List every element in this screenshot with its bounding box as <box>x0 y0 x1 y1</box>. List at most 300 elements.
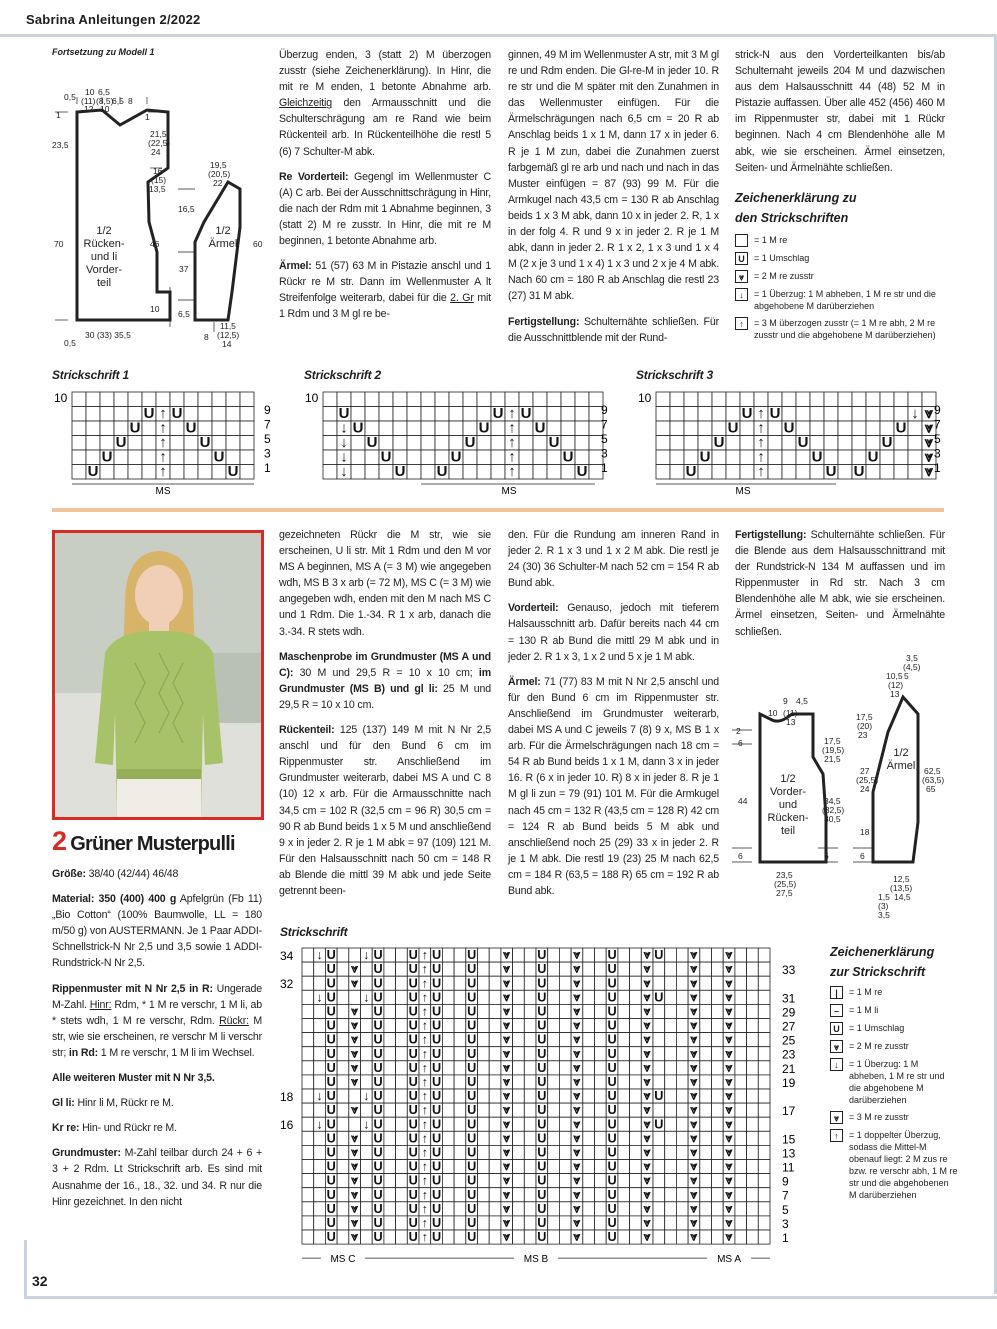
grid-cell <box>302 948 314 962</box>
grid-cell <box>712 407 726 422</box>
strickschrift-1-grid <box>52 388 282 496</box>
stitch-symbol: U <box>431 1074 442 1089</box>
stitch-symbol: ↑ <box>159 404 167 422</box>
stitch-symbol: U <box>607 1187 617 1202</box>
stitch-symbol: ⩔ <box>351 1060 359 1075</box>
stitch-symbol: ↓ <box>363 1117 370 1132</box>
grid-cell <box>665 1216 677 1230</box>
row-label: 5 <box>264 432 271 446</box>
grid-cell <box>768 450 782 465</box>
grid-cell <box>700 1131 712 1145</box>
grid-cell <box>454 1047 466 1061</box>
stitch-symbol: ⩔ <box>725 1230 733 1245</box>
stitch-symbol: U <box>408 1074 418 1089</box>
model2-col1-para <box>52 1095 262 1111</box>
grid-cell <box>559 1103 571 1117</box>
grid-cell <box>384 962 396 976</box>
stitch-symbol: ↑ <box>508 419 516 437</box>
stitch-symbol: ↑ <box>421 1173 429 1188</box>
stitch-symbol: ⩔ <box>573 1032 581 1047</box>
row-label: 32 <box>280 977 294 992</box>
grid-cell <box>735 1202 747 1216</box>
grid-cell <box>559 1202 571 1216</box>
grid-cell <box>524 1160 536 1174</box>
grid-cell <box>712 1089 724 1103</box>
row-label: 16 <box>280 1118 294 1133</box>
stitch-symbol: ⩔ <box>643 1103 651 1118</box>
grid-cell <box>449 421 463 436</box>
grid-cell <box>700 1188 712 1202</box>
grid-cell <box>665 1188 677 1202</box>
text-run: 51 (57) 63 M in Pistazie anschl und 1 Rückr re M str. Dann im Wellenmuster A lt Streifenfolge weiterarb, dabei für die <box>279 260 491 305</box>
grid-cell <box>349 990 361 1004</box>
grid-cell <box>630 1117 642 1131</box>
grid-cell <box>548 1089 560 1103</box>
stitch-symbol: ⩔ <box>503 1004 511 1019</box>
grid-cell <box>653 976 665 990</box>
grid-cell <box>548 1061 560 1075</box>
row-label: 27 <box>782 1019 796 1034</box>
grid-cell <box>86 436 100 451</box>
grid-cell <box>735 1004 747 1018</box>
stitch-symbol: U <box>185 419 197 437</box>
grid-cell <box>735 1131 747 1145</box>
grid-cell <box>548 1188 560 1202</box>
stitch-symbol: ⩔ <box>690 948 698 963</box>
grid-cell <box>838 392 852 407</box>
grid-cell <box>396 1004 408 1018</box>
stitch-symbol: U <box>373 1187 383 1202</box>
grid-cell <box>435 421 449 436</box>
svg-text:46: 46 <box>150 239 160 249</box>
grid-cell <box>128 450 142 465</box>
row-label: 3 <box>264 446 271 461</box>
svg-text:(11): (11) <box>783 708 798 718</box>
grid-cell <box>712 1216 724 1230</box>
stitch-symbol: U <box>537 1215 547 1230</box>
grid-cell <box>524 1131 536 1145</box>
grid-cell <box>396 1019 408 1033</box>
text-run: Gegengl im Wellenmuster C (A) C arb. Bei der Ausschnittschrägung in Hinr, die nach der Rdm mit 1 Abnahme beginnen, 3 (statt 2) M re zusstr. In Hinr, die mit re M beginnen, 1 betonte Abnahme arb. <box>279 170 492 248</box>
grid-cell <box>758 1103 770 1117</box>
grid-cell <box>454 1160 466 1174</box>
stitch-symbol: U <box>408 1046 418 1061</box>
grid-cell <box>758 1089 770 1103</box>
text-run: 30 M und 29,5 R = 10 x 10 cm; <box>293 666 479 679</box>
grid-cell <box>618 962 630 976</box>
svg-text:(63,5): (63,5) <box>922 775 945 785</box>
grid-cell <box>337 962 349 976</box>
grid-cell <box>559 1131 571 1145</box>
grid-cell <box>595 1131 607 1145</box>
grid-cell <box>559 962 571 976</box>
row-label: 34 <box>280 949 294 963</box>
svg-text:70: 70 <box>54 239 64 249</box>
stitch-symbol: U <box>352 419 364 437</box>
grid-cell <box>72 392 86 407</box>
stitch-symbol: U <box>537 1060 547 1075</box>
grid-cell <box>442 948 454 962</box>
stitch-symbol: U <box>408 1145 418 1160</box>
grid-cell <box>396 1174 408 1188</box>
stitch-symbol: ⩔ <box>690 1159 698 1174</box>
grid-cell <box>442 1019 454 1033</box>
grid-cell <box>384 1188 396 1202</box>
grid-cell <box>489 1160 501 1174</box>
grid-cell <box>396 1089 408 1103</box>
stitch-symbol: ⩔ <box>351 1018 359 1033</box>
grid-cell <box>758 948 770 962</box>
grid-cell <box>323 407 337 422</box>
grid-cell <box>700 1230 712 1244</box>
grid-cell <box>302 1033 314 1047</box>
row-label: 19 <box>782 1075 796 1090</box>
model2-col2-para <box>279 722 491 899</box>
grid-cell <box>630 1202 642 1216</box>
grid-cell <box>524 962 536 976</box>
grid-cell <box>810 407 824 422</box>
svg-text:13: 13 <box>890 689 900 699</box>
grid-cell <box>349 1117 361 1131</box>
grid-cell <box>478 1188 490 1202</box>
legend-symbol-icon: | <box>830 986 843 999</box>
svg-text:34,5: 34,5 <box>824 796 841 806</box>
stitch-symbol: U <box>537 1173 547 1188</box>
stitch-symbol: U <box>373 1060 383 1075</box>
row-label: 33 <box>782 963 796 978</box>
grid-cell <box>489 1202 501 1216</box>
stitch-symbol: ⩔ <box>643 948 651 963</box>
stitch-symbol: U <box>431 1117 442 1132</box>
grid-cell <box>684 436 698 451</box>
stitch-symbol: U <box>685 462 697 480</box>
row-label: 23 <box>782 1047 796 1062</box>
svg-text:22: 22 <box>213 178 223 188</box>
stitch-symbol: U <box>607 1117 617 1132</box>
row-label: 3 <box>782 1216 789 1231</box>
svg-text:9: 9 <box>783 696 788 706</box>
stitch-symbol: U <box>373 1201 383 1216</box>
grid-cell <box>548 1145 560 1159</box>
stitch-symbol: ↑ <box>421 1018 429 1033</box>
legend-text: = 1 Überzug: 1 M abheben, 1 M re str und die abgehobene M darüberziehen <box>754 289 936 311</box>
stitch-symbol: ⩔ <box>690 1117 698 1132</box>
grid-cell <box>676 1033 688 1047</box>
grid-cell <box>442 1117 454 1131</box>
stitch-symbol: ⩔ <box>573 1131 581 1146</box>
grid-cell <box>489 1033 501 1047</box>
model2-col3-para <box>508 600 719 664</box>
grid-cell <box>548 1047 560 1061</box>
grid-cell <box>758 1145 770 1159</box>
grid-cell <box>524 1075 536 1089</box>
grid-cell <box>351 450 365 465</box>
grid-cell <box>676 1160 688 1174</box>
stitch-symbol: U <box>562 448 574 466</box>
legend-symbol-icon: U <box>830 1022 843 1035</box>
grid-cell <box>478 962 490 976</box>
grid-cell <box>758 976 770 990</box>
grid-cell <box>630 1061 642 1075</box>
stitch-symbol: U <box>373 948 383 963</box>
grid-cell <box>726 450 740 465</box>
row-label: 9 <box>601 403 608 417</box>
stitch-symbol: U <box>373 1117 383 1132</box>
row-label: 31 <box>782 991 796 1006</box>
grid-cell <box>337 1047 349 1061</box>
text-run: Alle weiteren Muster mit N Nr 3,5. <box>52 1072 215 1085</box>
stitch-symbol: U <box>537 1230 547 1245</box>
legend-item <box>830 1004 958 1017</box>
grid-cell <box>384 1103 396 1117</box>
grid-cell <box>337 1188 349 1202</box>
grid-cell <box>314 1075 326 1089</box>
grid-cell <box>396 1103 408 1117</box>
grid-cell <box>838 436 852 451</box>
stitch-symbol: ⩔ <box>725 1187 733 1202</box>
grid-cell <box>454 1216 466 1230</box>
svg-text:17,5: 17,5 <box>856 712 873 722</box>
grid-cell <box>463 392 477 407</box>
grid-cell <box>712 962 724 976</box>
grid-cell <box>735 976 747 990</box>
grid-cell <box>478 1103 490 1117</box>
svg-text:6: 6 <box>860 851 865 861</box>
grid-cell <box>559 1230 571 1244</box>
grid-cell <box>583 1216 595 1230</box>
grid-cell <box>735 1075 747 1089</box>
grid-cell <box>524 1230 536 1244</box>
stitch-symbol: ⩔ <box>503 962 511 977</box>
grid-cell <box>747 1047 759 1061</box>
grid-cell <box>489 1216 501 1230</box>
stitch-symbol: U <box>408 976 418 991</box>
stitch-symbol: U <box>366 433 378 451</box>
grid-cell <box>712 1160 724 1174</box>
grid-cell <box>128 465 142 480</box>
stitch-symbol: U <box>607 990 617 1005</box>
stitch-symbol: ⩔ <box>643 1032 651 1047</box>
grid-cell <box>768 421 782 436</box>
grid-cell <box>393 407 407 422</box>
stitch-symbol: ↑ <box>757 404 765 422</box>
model1-sleeve-para <box>279 258 491 322</box>
grid-cell <box>86 407 100 422</box>
text-run: Hinr: <box>89 998 112 1011</box>
grid-cell <box>700 948 712 962</box>
grid-cell <box>524 976 536 990</box>
stitch-symbol: ↑ <box>421 976 429 991</box>
grid-cell <box>559 1145 571 1159</box>
grid-cell <box>396 990 408 1004</box>
grid-cell <box>768 436 782 451</box>
grid-cell <box>170 436 184 451</box>
stitch-symbol: U <box>467 1032 477 1047</box>
grid-cell <box>548 1103 560 1117</box>
grid-cell <box>442 1216 454 1230</box>
grid-cell <box>442 1103 454 1117</box>
stitch-symbol: U <box>431 962 442 977</box>
grid-cell <box>323 436 337 451</box>
model1-column-4 <box>735 47 945 185</box>
grid-cell <box>796 407 810 422</box>
stitch-symbol: ⩔ <box>725 1046 733 1061</box>
grid-cell <box>676 1075 688 1089</box>
stitch-symbol: U <box>129 419 141 437</box>
grid-cell <box>361 1075 373 1089</box>
grid-cell <box>618 1188 630 1202</box>
stitch-symbol: U <box>213 448 225 466</box>
grid-cell <box>524 1089 536 1103</box>
stitch-symbol: ⩔ <box>503 990 511 1005</box>
stitch-symbol: U <box>537 1117 547 1132</box>
grid-cell <box>454 1089 466 1103</box>
stitch-symbol: U <box>654 1117 664 1132</box>
grid-cell <box>735 1089 747 1103</box>
grid-cell <box>384 1004 396 1018</box>
grid-cell <box>653 1004 665 1018</box>
stitch-symbol: U <box>431 1089 442 1104</box>
grid-cell <box>513 1145 525 1159</box>
grid-cell <box>302 1230 314 1244</box>
svg-text:13: 13 <box>786 717 796 727</box>
grid-cell <box>656 465 670 480</box>
stitch-symbol: U <box>338 404 350 422</box>
grid-cell <box>747 1061 759 1075</box>
grid-cell <box>824 392 838 407</box>
stitch-symbol: U <box>607 1046 617 1061</box>
svg-text:3,5: 3,5 <box>906 653 918 663</box>
stitch-symbol: U <box>326 1131 336 1146</box>
legend-symbol-icon: ↑ <box>735 317 748 330</box>
grid-cell <box>435 407 449 422</box>
stitch-symbol: U <box>537 1089 547 1104</box>
grid-cell <box>712 976 724 990</box>
grid-cell <box>198 392 212 407</box>
grid-cell <box>396 1216 408 1230</box>
text-run: Ärmel: <box>279 260 312 273</box>
grid-cell <box>384 990 396 1004</box>
stitch-symbol: ⩔ <box>690 1046 698 1061</box>
grid-cell <box>561 421 575 436</box>
grid-cell <box>489 1174 501 1188</box>
grid-cell <box>747 1089 759 1103</box>
grid-cell <box>758 1230 770 1244</box>
grid-cell <box>547 465 561 480</box>
row-label: 1 <box>264 461 271 475</box>
svg-text:5: 5 <box>904 671 909 681</box>
stitch-symbol: ⩔ <box>573 1074 581 1089</box>
svg-text:10: 10 <box>150 304 160 314</box>
chart2-title: Strickschrift 2 <box>304 368 382 382</box>
svg-text:(12,5): (12,5) <box>217 330 240 340</box>
text-run: Re Vorderteil: <box>279 170 349 183</box>
legend-item <box>830 1022 958 1035</box>
grid-cell <box>393 421 407 436</box>
grid-cell <box>595 1117 607 1131</box>
grid-cell <box>524 1047 536 1061</box>
row-label: 17 <box>782 1104 796 1119</box>
legend-symbol-icon: ⩔ <box>830 1111 843 1124</box>
grid-cell <box>758 962 770 976</box>
stitch-symbol: ⩔ <box>351 1032 359 1047</box>
grid-cell <box>618 948 630 962</box>
grid-cell <box>747 1117 759 1131</box>
legend-text: = 1 doppelter Überzug, sodass die Mittel-M obenauf liegt: 2 M zus re bzw. re verschr abh, 1 M re str und die abgehobenen M darüberziehen <box>849 1130 958 1200</box>
grid-cell <box>758 1075 770 1089</box>
legend-symbol-icon: ↓ <box>735 288 748 301</box>
stitch-symbol: ⩔ <box>351 1074 359 1089</box>
grid-cell <box>379 392 393 407</box>
stitch-symbol: U <box>431 1230 442 1245</box>
grid-cell <box>595 990 607 1004</box>
stitch-symbol: U <box>431 1173 442 1188</box>
grid-cell <box>361 1061 373 1075</box>
grid-cell <box>114 450 128 465</box>
legend-text: = 1 M re <box>754 235 788 245</box>
grid-cell <box>384 1089 396 1103</box>
stitch-symbol: ⩔ <box>643 1131 651 1146</box>
stitch-symbol: U <box>408 962 418 977</box>
grid-cell <box>618 1145 630 1159</box>
stitch-symbol: ⩔ <box>690 1018 698 1033</box>
grid-cell <box>712 1103 724 1117</box>
grid-cell <box>365 392 379 407</box>
stitch-symbol: ⩔ <box>690 1074 698 1089</box>
grid-cell <box>700 1033 712 1047</box>
svg-text:21,5: 21,5 <box>150 129 167 139</box>
row-label: 21 <box>782 1061 796 1076</box>
stitch-symbol: ⩔ <box>690 1004 698 1019</box>
stitch-symbol: ⩔ <box>690 962 698 977</box>
grid-cell <box>595 1047 607 1061</box>
stitch-symbol: U <box>537 1018 547 1033</box>
grid-cell <box>128 436 142 451</box>
grid-cell <box>323 392 337 407</box>
grid-cell <box>454 948 466 962</box>
grid-cell <box>561 407 575 422</box>
grid-cell <box>142 436 156 451</box>
svg-text:37: 37 <box>179 264 189 274</box>
stitch-symbol: ⩔ <box>725 1131 733 1146</box>
grid-cell <box>665 1117 677 1131</box>
row-label: 7 <box>264 417 271 432</box>
grid-cell <box>698 421 712 436</box>
grid-cell <box>838 465 852 480</box>
grid-cells <box>302 948 770 1244</box>
grid-cell <box>128 392 142 407</box>
stitch-symbol: ⩔ <box>725 962 733 977</box>
stitch-symbol: ↑ <box>508 462 516 480</box>
grid-cells <box>656 392 936 479</box>
svg-text:6: 6 <box>824 851 829 861</box>
frame-top <box>0 34 997 37</box>
svg-text:teil: teil <box>96 277 112 289</box>
grid-cell <box>396 1202 408 1216</box>
grid-cell <box>894 465 908 480</box>
stitch-symbol: U <box>326 1230 336 1245</box>
row-label: 18 <box>280 1090 294 1104</box>
grid-cell <box>513 976 525 990</box>
stitch-symbol: ⩔ <box>725 1215 733 1230</box>
grid-cell <box>323 465 337 480</box>
grid-cell <box>114 407 128 422</box>
stitch-symbol: ⩔ <box>725 1117 733 1132</box>
grid-cell <box>583 962 595 976</box>
grid-cell <box>747 962 759 976</box>
text-run: Größe: <box>52 868 86 880</box>
model2-column-1 <box>52 866 262 1219</box>
